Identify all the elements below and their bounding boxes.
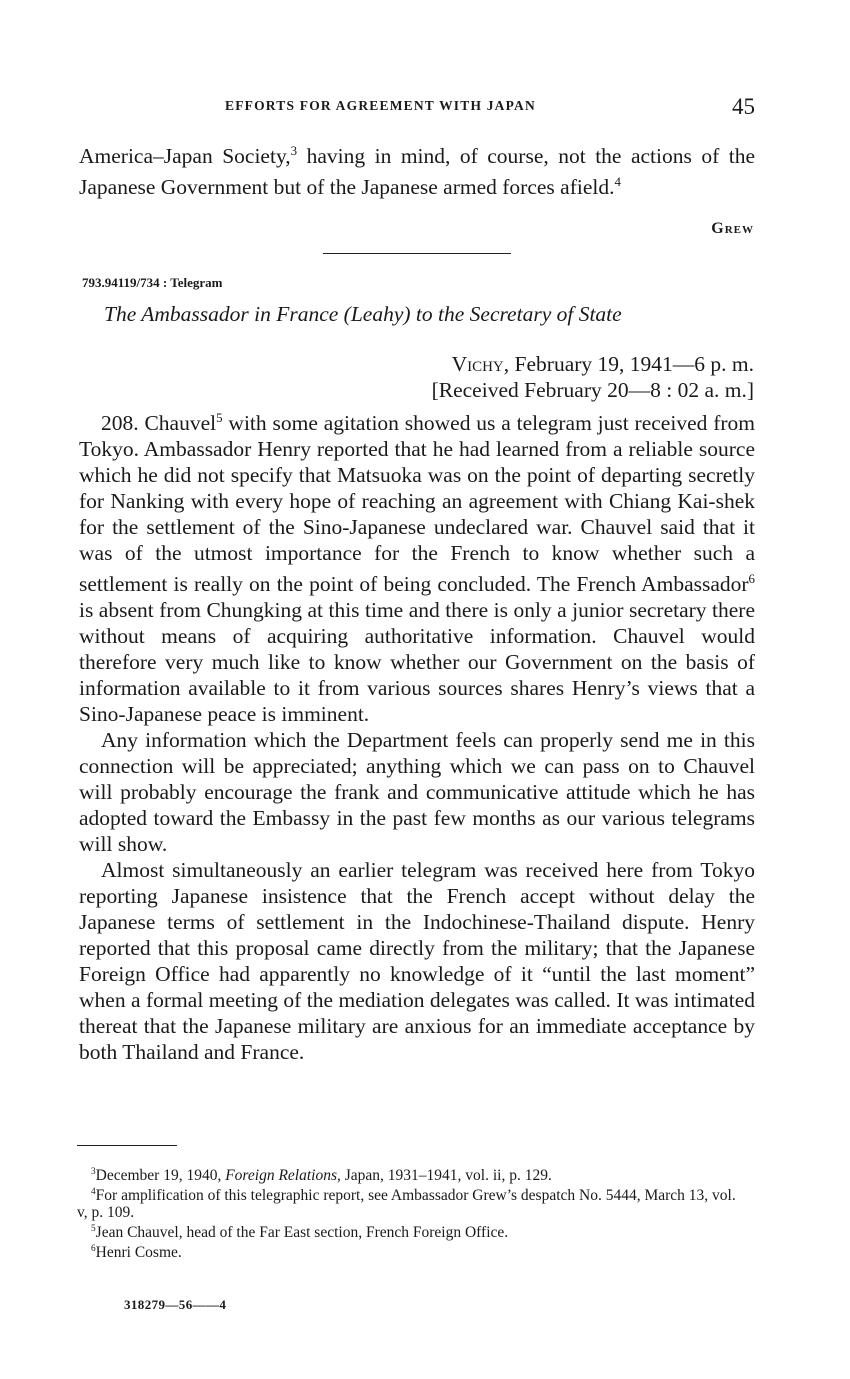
footnote-rule: [77, 1145, 177, 1146]
footnotes: [77, 1164, 747, 1262]
footnote-4: [77, 1184, 747, 1221]
footnote-ref-4: 4: [614, 175, 621, 190]
footnote-italic: Foreign Relations: [225, 1167, 338, 1185]
page-number: 45: [732, 94, 755, 119]
paragraph-2: Any information which the Department feels can properly send me in this connection will be appreciated; anything which we can pass on to Chauvel will probably encourage the frank and communicative attitude which he has adopted toward the Embassy in the past few months as our various telegrams will show.: [79, 728, 755, 857]
paragraph-3: Almost simultaneously an earlier telegram was received here from Tokyo reporting Japanese insistence that the French accept without delay the Japanese terms of settlement in the Indochinese-Thailand dispute. Henry reported that this proposal came directly from the military; that the Japanese Foreign Office had apparently no knowledge of it “until the last moment” when a formal meeting of the mediation delegates was called. It was intimated thereat that the Japanese military are anxious for an immediate acceptance by both Thailand and France.: [79, 858, 755, 1065]
footnote-text: Henri Cosme.: [95, 1244, 182, 1262]
footnote-text: December 19, 1940,: [95, 1167, 226, 1185]
p1-text-b: with some agitation showed us a telegram just received from Tokyo. Ambassador Henry reported that he had learned from a reliable source which he did not specify that Matsuoka was on the point of departing secretly for Nanking with every hope of reaching an agreement with Chiang Kai-shek for the settlement of the Sino-Japanese undeclared war. Chauvel said that it was of the utmost importance for the French to know whether such a settlement is really on the point of being concluded. The French Ambassador: [79, 411, 755, 597]
footnote-text: Jean Chauvel, head of the Far East section, French Foreign Office.: [95, 1224, 509, 1242]
telegram-body: [79, 405, 755, 1065]
footnote-text: , Japan, 1931–1941, vol. ii, p. 129.: [337, 1167, 552, 1185]
signature: Grew: [711, 220, 754, 237]
footnote-5: [77, 1221, 747, 1241]
footnote-3: [77, 1164, 747, 1184]
dateline: [432, 351, 754, 403]
dateline-date: , February 19, 1941—6 p. m.: [503, 352, 754, 376]
paragraph-1: [79, 405, 755, 727]
document-reference: 793.94119/734 : Telegram: [82, 275, 223, 290]
footnote-mark: 5: [91, 1224, 96, 1235]
p1-text-a: 208. Chauvel: [101, 411, 217, 436]
footnote-mark: 6: [91, 1244, 96, 1255]
footnote-ref-5: 5: [216, 411, 223, 425]
footnote-text: For amplification of this telegraphic report, see Ambassador Grew’s despatch No. 5444, March 13, vol. v, p. 109.: [77, 1187, 736, 1222]
section-divider: [323, 253, 511, 254]
footnote-mark: 4: [91, 1187, 96, 1198]
carryover-paragraph: [79, 138, 755, 200]
received-line: [Received February 20—8 : 02 a. m.]: [431, 378, 754, 402]
dateline-place: Vichy: [451, 352, 504, 376]
document-title: The Ambassador in France (Leahy) to the Secretary of State: [104, 302, 622, 326]
running-title: EFFORTS FOR AGREEMENT WITH JAPAN: [225, 98, 536, 113]
carryover-text-1: America–Japan Society,: [79, 144, 291, 169]
footnote-6: [77, 1241, 747, 1261]
carryover-text-2: having in mind, of course, not the actions of the Japanese Government but of the Japanese armed forces afield.: [79, 144, 755, 200]
printer-code: 318279—56——4: [124, 1297, 227, 1312]
footnote-ref-3: 3: [290, 144, 298, 158]
footnote-ref-6: 6: [748, 572, 755, 587]
p1-text-c: is absent from Chungking at this time and there is only a junior secretary there without means of acquiring authoritative information. Chauvel would therefore very much like to know whether our Government on the basis of information available to it from various sources shares Henry’s views that a Sino-Japanese peace is imminent.: [79, 598, 755, 727]
running-head: [80, 95, 755, 123]
footnote-mark: 3: [91, 1167, 96, 1177]
